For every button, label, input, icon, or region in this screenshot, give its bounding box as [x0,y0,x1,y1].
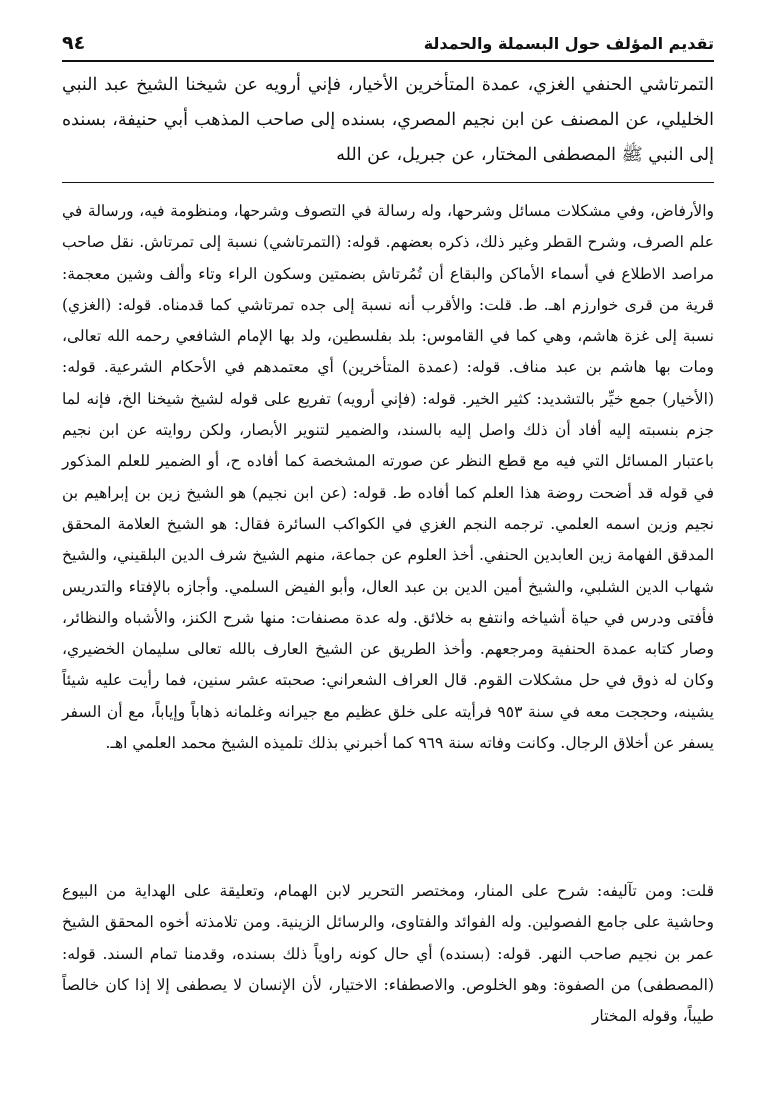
commentary-paragraph-1: والأرفاض، وفي مشكلات مسائل وشرحها، وله رسالة في التصوف وشرحها، ومنظومة فيه، ورسالة في علم الصرف، وشرح القطر وغير ذلك، ذكره بعضهم. قوله: (التمرتاشي) نسبة إلى تمرتاش. نقل صاحب مراصد الاطلاع في أسماء الأماكن والبقاع أن تُمُرتاش بضمتين وسكون الراء وتاء وألف وشين معجمة: قرية من قرى خوارزم اهـ. ط. قلت: والأقرب أنه نسبة إلى جده تمرتاشي كما قدمناه. قوله: (الغزي) نسبة إلى غزة هاشم، وهي كما في القاموس: بلد بفلسطين، ولد بها الإمام الشافعي رحمه الله تعالى، ومات بها هاشم بن عبد مناف. قوله: (عمدة المتأخرين) أي معتمدهم في الأحكام الشرعية. قوله: (الأخيار) جمع خيِّر بالتشديد: كثير الخير. قوله: (فإني أرويه) تفريع على قوله لشيخ شيخنا الخ، فإنه لما جزم بنسبته إليه أفاد أن ذلك واصل إليه بالسند، والضمير لتنوير الأبصار، ولكن روايته عن ابن نجيم باعتبار المسائل التي فيه مع قطع النظر عن صورته المشخصة كما أفاده ح، أو الضمير للعلم المذكور في قوله قد أضحت روضة هذا العلم كما أفاده ط. قوله: (عن ابن نجيم) هو الشيخ زين بن إبراهيم بن نجيم وزين اسمه العلمي. ترجمه النجم الغزي في الكواكب السائرة فقال: هو الشيخ العلامة المحقق المدقق الفهامة زين العابدين الحنفي. أخذ العلوم عن جماعة، منهم الشيخ شرف الدين البلقيني، والشيخ شهاب الدين الشلبي، والشيخ أمين الدين بن عبد العال، وأبو الفيض السلمي. وأجازه بالإفتاء والتدريس فأفتى ودرس في حياة أشياخه وانتفع به خلائق. وله عدة مصنفات: منها شرح الكنز، والأشباه والنظائر، وصار كتابه عمدة الحنفية ومرجعهم. وأخذ الطريق عن الشيخ العارف بالله تعالى سليمان الخضيري، وكان له ذوق في حل مشكلات القوم. قال العراف الشعراني: صحبته عشر سنين، فما رأيت عليه شيئاً يشينه، وحججت معه في سنة ٩٥٣ فرأيته على خلق عظيم مع جيرانه وغلمانه ذهاباً وإياباً، مع أن السفر يسفر عن أخلاق الرجال. وكانت وفاته سنة ٩٦٩ كما أخبرني بذلك تلميذه الشيخ محمد العلمي اهـ. [62,202,715,753]
section-divider [62,182,714,183]
commentary-paragraph-2: قلت: ومن تآليفه: شرح على المنار، ومختصر التحرير لابن الهمام، وتعليقة على الهداية من البيوع وحاشية على جامع الفصولين. وله الفوائد والفتاوى، والرسائل الزينية. ومن تلامذته أخوه المحقق الشيخ عمر بن نجيم صاحب النهر. قوله: (بسنده) أي حال كونه راوياً ذلك بسنده، وقدمنا تمام السند. قوله: (المصطفى) من الصفوة: وهو الخلوص. والاصطفاء: الاختيار، لأن الإنسان لا يصطفى إلا إذا كان خالصاً طيباً، وقوله المختار [62,882,714,1026]
page-header [62,30,714,62]
running-title: تقديم المؤلف حول البسملة والحمدلة [423,34,714,53]
main-text-paragraph: التمرتاشي الحنفي الغزي، عمدة المتأخرين الأخيار، فإني أرويه عن شيخنا الشيخ عبد النبي الخليلي، عن المصنف عن ابن نجيم المصري، بسنده إلى صاحب المذهب أبي حنيفة، بسنده إلى النبي ﷺ المصطفى المختار، عن جبريل، عن الله [62,75,714,165]
commentary-block-2 [62,876,714,1032]
main-text-block [62,68,714,173]
commentary-block [62,196,714,759]
page-number: ٩٤ [62,32,86,54]
